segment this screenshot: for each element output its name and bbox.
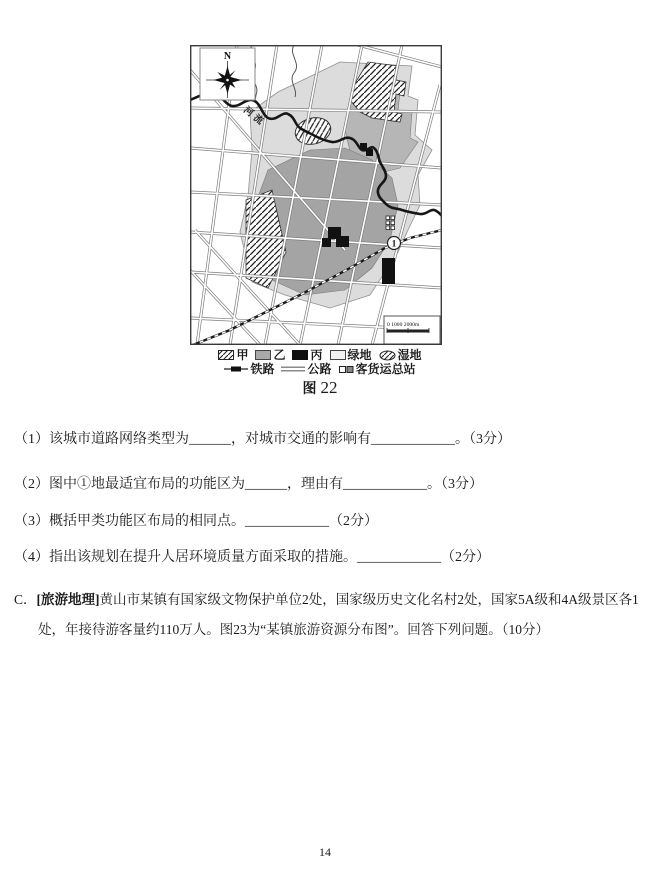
figure-caption-cn: 图 [302, 382, 317, 397]
legend-item-terminal [339, 362, 416, 376]
river-label: 河流 [241, 105, 268, 129]
legend-label-yi: 乙 [273, 348, 286, 362]
legend-label-bing: 丙 [310, 348, 323, 362]
compass-n-label: N [223, 51, 232, 62]
compass-rose [200, 48, 255, 100]
jia-hatched-box-icon [218, 350, 234, 360]
legend-item-greenspace [330, 348, 372, 362]
railway-line-icon [224, 365, 248, 373]
legend-label-terminal: 客货运总站 [355, 362, 416, 376]
figure-caption [303, 378, 338, 398]
marker-1 [388, 237, 401, 250]
legend-item-railway [224, 362, 274, 376]
page-number: 14 [319, 845, 331, 859]
section-c-text-1: 黄山市某镇有国家级文物保护单位2处，国家级历史文化名村2处，国家5A级和4A级景区各1 [99, 592, 639, 607]
bing-black-box-icon [292, 350, 308, 360]
legend-item-wetland [379, 348, 422, 362]
section-c-line-2: 处，年接待游客量约110万人。图23为“某镇旅游资源分布图”。回答下列问题。（10分） [38, 622, 549, 637]
section-c-line-1 [14, 588, 639, 608]
legend-label-greenspace: 绿地 [347, 348, 372, 362]
legend-label-wetland: 湿地 [397, 348, 422, 362]
legend-row-1 [218, 348, 421, 362]
svg-text:1: 1 [391, 238, 397, 249]
scale-label: 0 1000 2000m [387, 322, 420, 328]
legend-item-yi [255, 348, 285, 362]
map-legend [190, 348, 450, 398]
road-line-icon [281, 365, 305, 373]
legend-row-2 [224, 362, 415, 376]
legend-item-road [281, 362, 331, 376]
section-c-label: C． [14, 592, 37, 607]
question-1: （1）该城市道路网络类型为______，对城市交通的影响有____________。（3分） [14, 432, 511, 447]
legend-item-jia [218, 348, 248, 362]
legend-label-road: 公路 [307, 362, 332, 376]
terminal-boxes-icon [339, 365, 354, 374]
city-plan-map [190, 45, 442, 345]
question-3: （3）概括甲类功能区布局的相同点。____________（2分） [14, 514, 378, 529]
wetland-oval-icon [379, 350, 396, 361]
legend-item-bing [292, 348, 322, 362]
yi-gray-box-icon [255, 350, 271, 360]
scale-bar [384, 316, 440, 344]
question-2: （2）图中①地最适宜布局的功能区为______，理由有____________。（3分） [14, 477, 483, 492]
section-c-tag: [旅游地理] [36, 592, 100, 607]
legend-label-jia: 甲 [236, 348, 249, 362]
figure-caption-number: 22 [320, 378, 338, 397]
legend-label-railway: 铁路 [250, 362, 275, 376]
greenspace-box-icon [330, 350, 346, 360]
question-4: （4）指出该规划在提升人居环境质量方面采取的措施。____________（2分） [14, 550, 490, 565]
